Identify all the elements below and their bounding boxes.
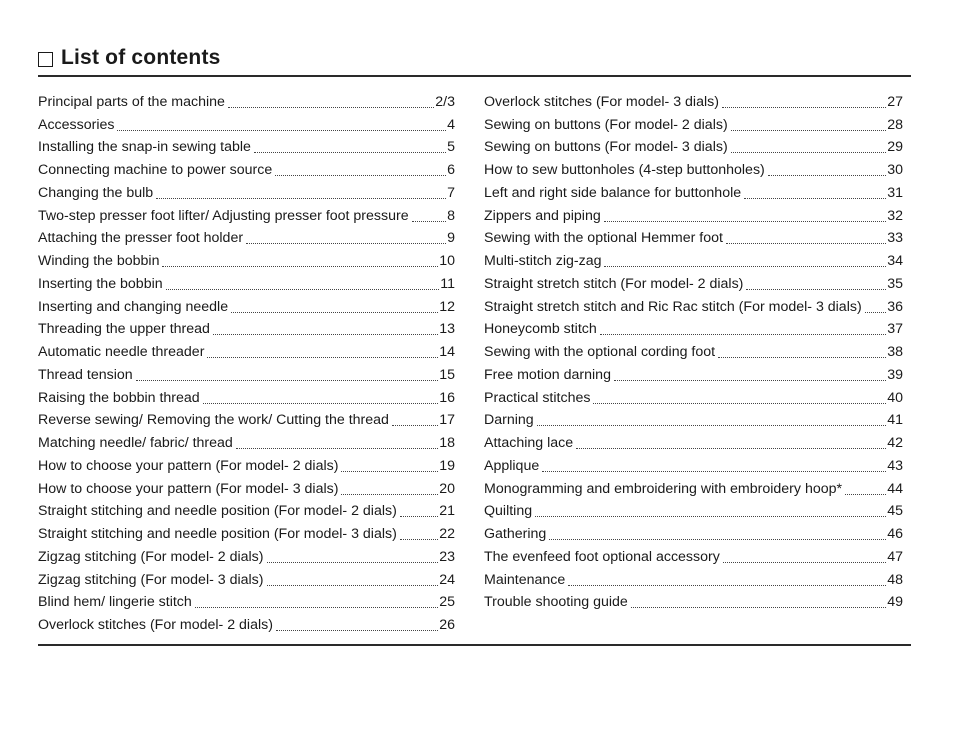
toc-entry <box>484 111 903 134</box>
toc-entry-page: 43 <box>887 457 903 474</box>
toc-entry-page: 13 <box>439 321 455 338</box>
toc-entry-page: 6 <box>447 162 455 178</box>
toc-entry-page: 29 <box>887 139 903 156</box>
toc-entry <box>38 88 455 111</box>
toc-entry-label: Practical stitches <box>484 389 591 406</box>
toc-entry-page: 25 <box>439 594 455 611</box>
dot-leader <box>236 447 438 449</box>
bottom-divider <box>38 644 911 646</box>
toc-entry-page: 27 <box>887 93 903 110</box>
dot-leader <box>195 606 438 608</box>
toc-entry-page: 33 <box>887 230 903 247</box>
toc-entry <box>484 293 903 316</box>
toc-entry-label: Darning <box>484 412 534 429</box>
toc-entry-label: Winding the bobbin <box>38 253 160 269</box>
contents-header <box>38 46 221 70</box>
toc-entry-page: 22 <box>439 526 455 542</box>
dot-leader <box>722 106 886 108</box>
toc-entry-label: Overlock stitches (For model- 2 dials) <box>38 617 273 633</box>
toc-entry <box>484 316 903 339</box>
dot-leader <box>865 311 887 313</box>
toc-entry-label: Sewing on buttons (For model- 3 dials) <box>484 139 728 156</box>
toc-entry-page: 48 <box>887 571 903 588</box>
toc-entry-label: How to choose your pattern (For model- 2 dials) <box>38 457 339 474</box>
toc-entry <box>38 543 455 566</box>
toc-entry <box>38 179 455 202</box>
toc-entry-page: 36 <box>887 298 903 315</box>
dot-leader <box>768 174 886 176</box>
dot-leader <box>117 129 446 131</box>
toc-entry <box>484 543 903 566</box>
toc-entry-page: 17 <box>439 412 455 429</box>
toc-entry-label: Changing the bulb <box>38 184 154 201</box>
toc-entry-label: Sewing on buttons (For model- 2 dials) <box>484 116 728 133</box>
toc-entry-page: 32 <box>887 207 903 224</box>
dot-leader <box>267 584 439 586</box>
toc-entry <box>484 134 903 157</box>
dot-leader <box>254 151 446 153</box>
toc-entry <box>484 475 903 498</box>
toc-entry-page: 8 <box>447 207 455 224</box>
dot-leader <box>400 515 438 517</box>
toc-entry-page: 28 <box>887 116 903 133</box>
dot-leader <box>341 470 438 472</box>
dot-leader <box>593 402 886 404</box>
dot-leader <box>631 606 886 608</box>
toc-entry <box>484 498 903 521</box>
toc-entry-page: 23 <box>439 548 455 565</box>
toc-entry <box>484 88 903 111</box>
toc-entry <box>484 407 903 430</box>
toc-entry-label: Overlock stitches (For model- 3 dials) <box>484 93 719 110</box>
toc-entry-page: 35 <box>887 275 903 292</box>
toc-entry-label: Sewing with the optional Hemmer foot <box>484 230 723 247</box>
toc-entry-page: 26 <box>439 617 455 633</box>
toc-entry <box>38 384 455 407</box>
toc-entry-page: 20 <box>439 480 455 497</box>
toc-entry-label: Maintenance <box>484 571 566 588</box>
dot-leader <box>746 288 886 290</box>
toc-entry-page: 24 <box>439 571 455 588</box>
toc-entry <box>38 316 455 339</box>
toc-entry <box>484 247 903 270</box>
toc-entry-page: 4 <box>447 116 455 133</box>
toc-entry <box>484 589 903 612</box>
toc-entry-label: Straight stitching and needle position (For model- 2 dials) <box>38 503 397 520</box>
toc-entry-page: 31 <box>887 184 903 201</box>
toc-entry-label: Left and right side balance for buttonhole <box>484 184 742 201</box>
toc-entry-page: 10 <box>439 253 455 269</box>
toc-entry-page: 47 <box>887 548 903 565</box>
toc-entry <box>38 338 455 361</box>
toc-entry-label: Attaching lace <box>484 435 574 451</box>
toc-entry <box>484 156 903 179</box>
toc-entry-label: How to sew buttonholes (4-step buttonholes) <box>484 162 765 178</box>
toc-entry-label: Zigzag stitching (For model- 2 dials) <box>38 548 264 565</box>
toc-entry <box>38 270 455 293</box>
toc-entry-page: 5 <box>447 139 455 156</box>
toc-entry <box>38 611 455 634</box>
dot-leader <box>537 424 887 426</box>
toc-entry-label: Installing the snap-in sewing table <box>38 139 251 156</box>
toc-entry-label: Trouble shooting guide <box>484 594 628 611</box>
dot-leader <box>267 561 439 563</box>
toc-entry <box>484 202 903 225</box>
dot-leader <box>549 538 886 540</box>
dot-leader <box>614 379 886 381</box>
toc-entry <box>484 361 903 384</box>
toc-entry-page: 12 <box>439 298 455 315</box>
toc-entry <box>38 111 455 134</box>
toc-entry <box>38 475 455 498</box>
toc-entry-label: Threading the upper thread <box>38 321 210 338</box>
toc-entry-page: 46 <box>887 526 903 542</box>
toc-entry-label: Reverse sewing/ Removing the work/ Cutting the thread <box>38 412 389 429</box>
dot-leader <box>162 265 438 267</box>
dot-leader <box>276 629 438 631</box>
toc-entry-page: 9 <box>447 230 455 247</box>
toc-entry-label: Applique <box>484 457 540 474</box>
toc-entry <box>484 384 903 407</box>
toc-entry <box>484 520 903 543</box>
dot-leader <box>166 288 440 290</box>
dot-leader <box>604 220 886 222</box>
toc-entry-label: Inserting and changing needle <box>38 298 229 315</box>
toc-entry-page: 41 <box>887 412 903 429</box>
toc-entry-label: Raising the bobbin thread <box>38 389 200 406</box>
toc-entry-label: Principal parts of the machine <box>38 93 225 110</box>
toc-entry <box>484 566 903 589</box>
toc-entry-label: Thread tension <box>38 366 133 383</box>
dot-leader <box>213 333 438 335</box>
dot-leader <box>392 424 438 426</box>
toc-entry-label: Honeycomb stitch <box>484 321 597 338</box>
toc-entry-page: 39 <box>887 366 903 383</box>
dot-leader <box>604 265 886 267</box>
contents-column-right <box>484 88 903 611</box>
dot-leader <box>400 538 438 540</box>
toc-entry <box>38 134 455 157</box>
toc-entry-page: 37 <box>887 321 903 338</box>
toc-entry <box>38 589 455 612</box>
toc-entry-page: 42 <box>887 435 903 451</box>
toc-entry <box>38 429 455 452</box>
toc-entry-page: 15 <box>439 366 455 383</box>
top-divider <box>38 75 911 77</box>
toc-entry <box>38 407 455 430</box>
toc-entry-label: Sewing with the optional cording foot <box>484 344 716 360</box>
dot-leader <box>231 311 438 313</box>
toc-entry <box>38 225 455 248</box>
toc-entry-label: Connecting machine to power source <box>38 162 273 178</box>
dot-leader <box>203 402 439 404</box>
toc-entry-label: Zippers and piping <box>484 207 601 224</box>
dot-leader <box>136 379 439 381</box>
dot-leader <box>228 106 434 108</box>
toc-entry-page: 30 <box>887 162 903 178</box>
contents-column-left <box>38 88 455 634</box>
toc-entry-page: 45 <box>887 503 903 520</box>
square-bullet-icon <box>38 52 53 67</box>
dot-leader <box>731 129 887 131</box>
toc-entry-page: 16 <box>439 389 455 406</box>
toc-entry-page: 2/3 <box>435 93 455 110</box>
toc-entry-label: Automatic needle threader <box>38 344 205 360</box>
toc-entry-label: Inserting the bobbin <box>38 275 163 292</box>
toc-entry-page: 49 <box>887 594 903 611</box>
dot-leader <box>568 584 886 586</box>
dot-leader <box>718 356 886 358</box>
toc-entry <box>484 452 903 475</box>
toc-entry <box>38 566 455 589</box>
dot-leader <box>156 197 446 199</box>
page-title: List of contents <box>61 46 221 69</box>
toc-entry-label: Zigzag stitching (For model- 3 dials) <box>38 571 264 588</box>
toc-entry-page: 11 <box>440 275 455 292</box>
toc-entry-page: 38 <box>887 344 903 360</box>
toc-entry-label: Multi-stitch zig-zag <box>484 253 602 269</box>
toc-entry-label: Quilting <box>484 503 533 520</box>
toc-entry-label: Accessories <box>38 116 115 133</box>
toc-entry-label: Blind hem/ lingerie stitch <box>38 594 192 611</box>
toc-entry <box>484 429 903 452</box>
dot-leader <box>207 356 438 358</box>
dot-leader <box>723 561 886 563</box>
toc-entry-label: Gathering <box>484 526 547 542</box>
toc-entry <box>38 293 455 316</box>
toc-entry <box>38 520 455 543</box>
toc-entry <box>38 498 455 521</box>
toc-entry-page: 34 <box>887 253 903 269</box>
toc-entry-label: How to choose your pattern (For model- 3 dials) <box>38 480 339 497</box>
toc-entry-label: Free motion darning <box>484 366 611 383</box>
toc-entry <box>38 202 455 225</box>
toc-entry-label: Attaching the presser foot holder <box>38 230 244 247</box>
dot-leader <box>726 242 886 244</box>
toc-entry-page: 7 <box>447 184 455 201</box>
toc-entry <box>38 156 455 179</box>
toc-entry <box>484 225 903 248</box>
dot-leader <box>744 197 886 199</box>
toc-entry-label: Straight stretch stitch and Ric Rac stitch (For model- 3 dials) <box>484 298 862 315</box>
toc-entry-page: 14 <box>439 344 455 360</box>
dot-leader <box>576 447 886 449</box>
toc-entry-page: 40 <box>887 389 903 406</box>
dot-leader <box>412 220 446 222</box>
dot-leader <box>246 242 446 244</box>
dot-leader <box>535 515 886 517</box>
toc-entry-label: Straight stitching and needle position (For model- 3 dials) <box>38 526 397 542</box>
dot-leader <box>731 151 887 153</box>
toc-entry <box>484 179 903 202</box>
toc-entry <box>484 338 903 361</box>
toc-entry <box>38 361 455 384</box>
dot-leader <box>275 174 446 176</box>
toc-entry-page: 19 <box>439 457 455 474</box>
toc-entry-label: Matching needle/ fabric/ thread <box>38 435 233 451</box>
toc-entry-label: Two-step presser foot lifter/ Adjusting presser foot pressure <box>38 207 409 224</box>
toc-entry-label: Monogramming and embroidering with embroidery hoop* <box>484 480 843 497</box>
toc-entry <box>38 452 455 475</box>
toc-entry-page: 44 <box>887 480 903 497</box>
toc-entry <box>484 270 903 293</box>
toc-entry <box>38 247 455 270</box>
toc-entry-label: The evenfeed foot optional accessory <box>484 548 720 565</box>
toc-entry-label: Straight stretch stitch (For model- 2 dials) <box>484 275 744 292</box>
dot-leader <box>341 493 438 495</box>
dot-leader <box>542 470 886 472</box>
toc-entry-page: 18 <box>439 435 455 451</box>
dot-leader <box>600 333 886 335</box>
dot-leader <box>845 493 886 495</box>
toc-entry-page: 21 <box>439 503 455 520</box>
